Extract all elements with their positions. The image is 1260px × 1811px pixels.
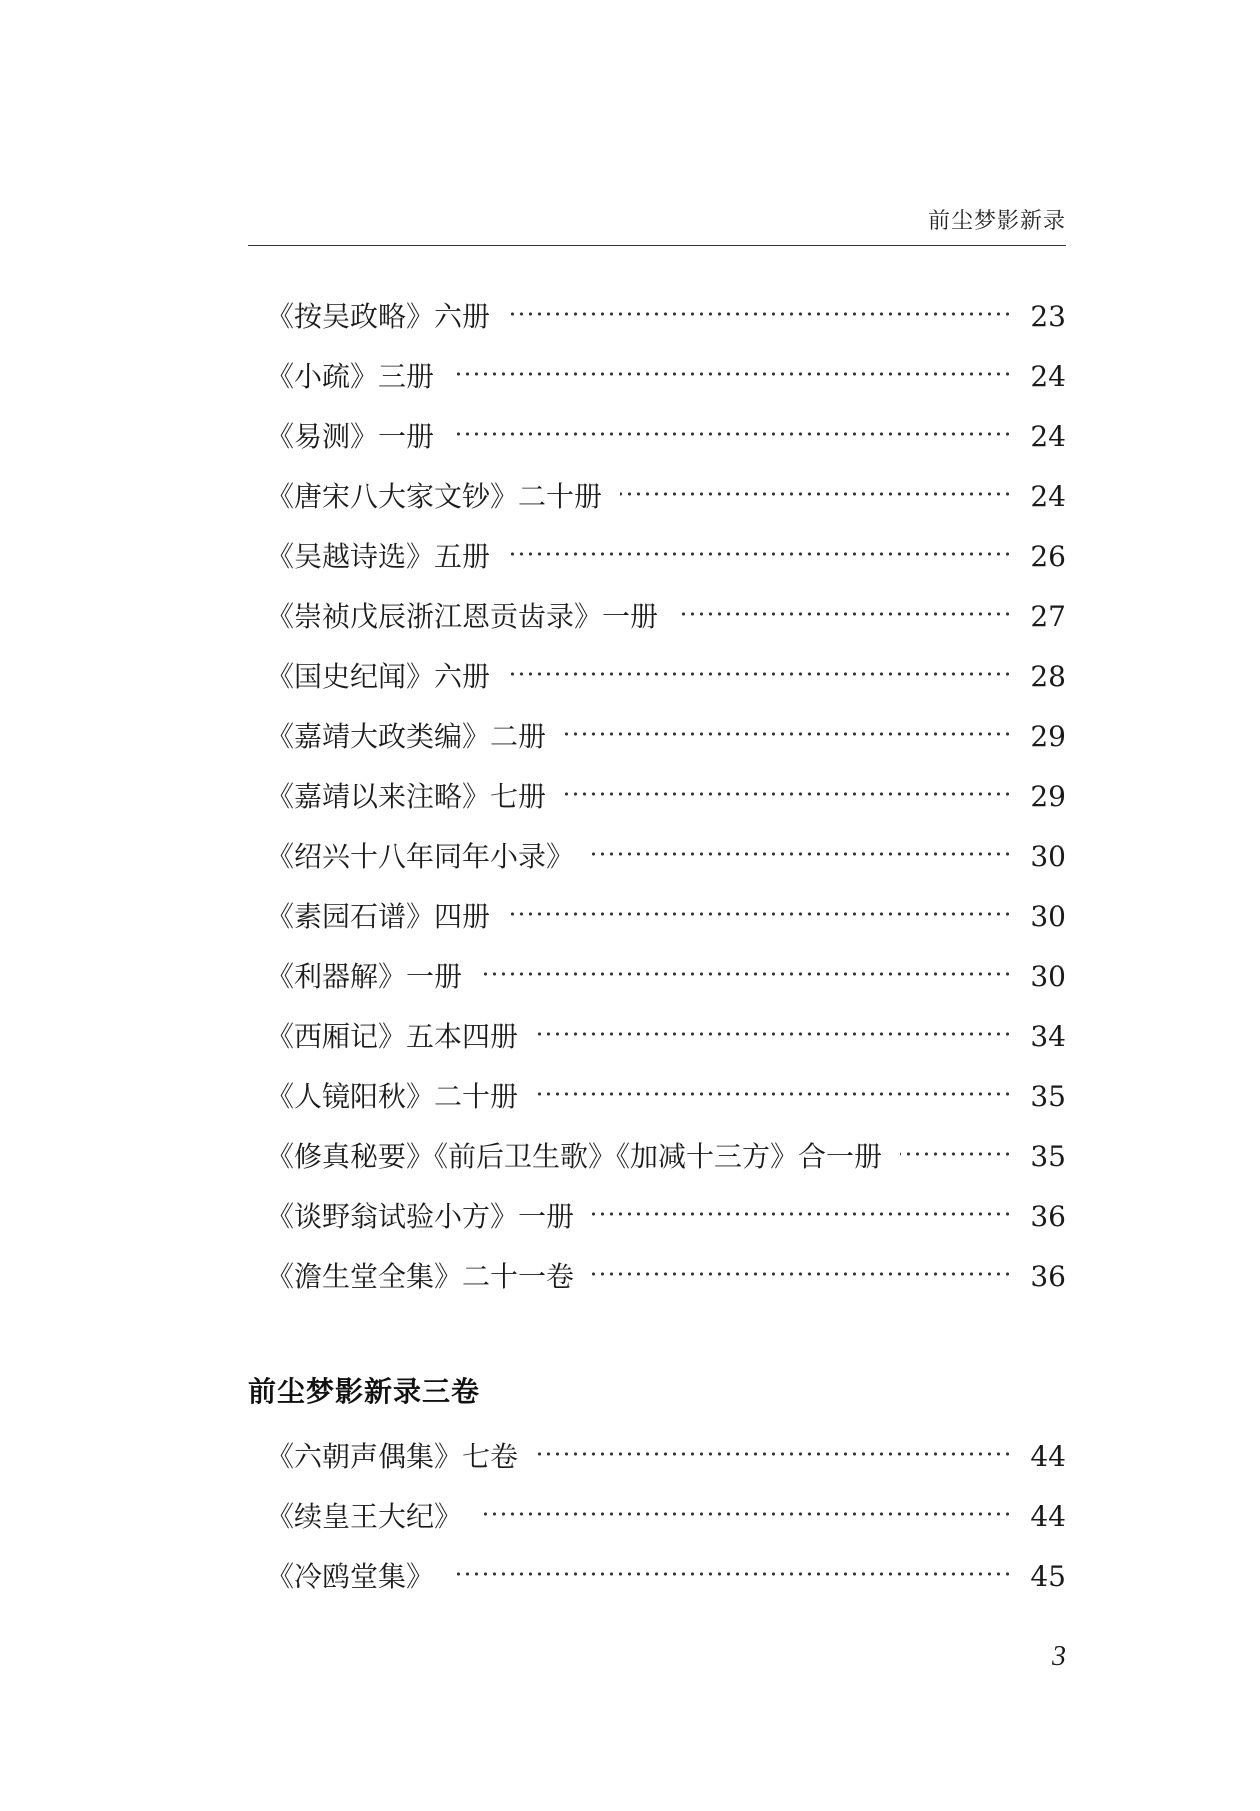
page-number: 3 [1052, 1641, 1066, 1672]
toc-entry-title: 《澹生堂全集》二十一卷 [266, 1260, 575, 1293]
running-header: 前尘梦影新录 [927, 209, 1066, 234]
toc-entry-title: 《国史纪闻》六册 [266, 660, 491, 693]
toc-entry-page: 27 [1030, 600, 1066, 633]
toc-entry[interactable] [266, 407, 1066, 467]
dot-leader [620, 485, 1012, 503]
toc-entry-page: 28 [1030, 660, 1066, 693]
dot-leader [592, 1265, 1012, 1283]
dot-leader [592, 1205, 1012, 1223]
toc-entry[interactable] [266, 1487, 1066, 1547]
dot-leader [452, 365, 1012, 383]
toc-entry[interactable] [266, 1247, 1066, 1307]
toc-entry[interactable] [266, 767, 1066, 827]
toc-entry-page: 30 [1030, 900, 1066, 933]
toc-entry-title: 《续皇王大纪》 [266, 1500, 463, 1533]
toc-entry-title: 《吴越诗选》五册 [266, 540, 491, 573]
dot-leader [536, 1445, 1012, 1463]
dot-leader [480, 965, 1012, 983]
dot-leader [536, 1085, 1012, 1103]
toc-entry-page: 34 [1030, 1020, 1066, 1053]
toc-entry-title: 《修真秘要》《前后卫生歌》《加减十三方》合一册 [266, 1140, 883, 1173]
toc-entry-page: 26 [1030, 540, 1066, 573]
toc-entry[interactable] [266, 887, 1066, 947]
toc-entry-title: 《嘉靖以来注略》七册 [266, 780, 547, 813]
toc-entry-title: 《素园石谱》四册 [266, 900, 491, 933]
dot-leader [452, 1565, 1012, 1583]
toc-list-section-2 [266, 1427, 1066, 1607]
toc-entry-page: 30 [1030, 960, 1066, 993]
toc-entry-title: 《唐宋八大家文钞》二十册 [266, 480, 603, 513]
toc-entry-title: 《崇祯戊辰浙江恩贡齿录》一册 [266, 600, 659, 633]
toc-entry[interactable] [266, 647, 1066, 707]
toc-entry-page: 44 [1030, 1500, 1066, 1533]
toc-entry-page: 29 [1030, 780, 1066, 813]
toc-entry[interactable] [266, 827, 1066, 887]
dot-leader [452, 425, 1012, 443]
toc-list-section-1 [266, 287, 1066, 1307]
toc-entry-page: 45 [1030, 1560, 1066, 1593]
toc-entry-title: 《小疏》三册 [266, 360, 435, 393]
toc-entry[interactable] [266, 1007, 1066, 1067]
toc-entry[interactable] [266, 1127, 1066, 1187]
toc-entry-title: 《嘉靖大政类编》二册 [266, 720, 547, 753]
toc-entry-page: 30 [1030, 840, 1066, 873]
dot-leader [508, 545, 1012, 563]
dot-leader [480, 1505, 1012, 1523]
toc-entry-page: 36 [1030, 1260, 1066, 1293]
toc-entry-page: 44 [1030, 1440, 1066, 1473]
toc-entry-title: 《易测》一册 [266, 420, 435, 453]
dot-leader [676, 605, 1012, 623]
toc-entry-title: 《西厢记》五本四册 [266, 1020, 519, 1053]
dot-leader [508, 905, 1012, 923]
toc-entry-title: 《利器解》一册 [266, 960, 463, 993]
toc-entry[interactable] [266, 707, 1066, 767]
dot-leader [564, 725, 1012, 743]
toc-entry-title: 《谈野翁试验小方》一册 [266, 1200, 575, 1233]
toc-entry-title: 《冷鸥堂集》 [266, 1560, 435, 1593]
toc-entry-title: 《按吴政略》六册 [266, 300, 491, 333]
toc-entry[interactable] [266, 587, 1066, 647]
toc-entry[interactable] [266, 527, 1066, 587]
toc-entry[interactable] [266, 287, 1066, 347]
toc-entry-title: 《六朝声偶集》七卷 [266, 1440, 519, 1473]
toc-entry-page: 29 [1030, 720, 1066, 753]
toc-entry-title: 《绍兴十八年同年小录》 [266, 840, 575, 873]
toc-entry-page: 35 [1030, 1140, 1066, 1173]
toc-entry[interactable] [266, 467, 1066, 527]
toc-entry-page: 36 [1030, 1200, 1066, 1233]
toc-entry[interactable] [266, 1067, 1066, 1127]
dot-leader [592, 845, 1012, 863]
toc-entry[interactable] [266, 347, 1066, 407]
toc-entry[interactable] [266, 1547, 1066, 1607]
toc-entry[interactable] [266, 947, 1066, 1007]
toc-entry-page: 24 [1030, 360, 1066, 393]
dot-leader [536, 1025, 1012, 1043]
toc-entry-page: 24 [1030, 420, 1066, 453]
toc-entry-page: 23 [1030, 300, 1066, 333]
dot-leader [564, 785, 1012, 803]
toc-entry-page: 35 [1030, 1080, 1066, 1113]
dot-leader [508, 665, 1012, 683]
section-heading: 前尘梦影新录三卷 [248, 1375, 481, 1408]
toc-entry[interactable] [266, 1427, 1066, 1487]
toc-entry-title: 《人镜阳秋》二十册 [266, 1080, 519, 1113]
dot-leader [508, 305, 1012, 323]
header-divider [248, 245, 1066, 246]
dot-leader [900, 1145, 1012, 1163]
toc-entry[interactable] [266, 1187, 1066, 1247]
toc-entry-page: 24 [1030, 480, 1066, 513]
